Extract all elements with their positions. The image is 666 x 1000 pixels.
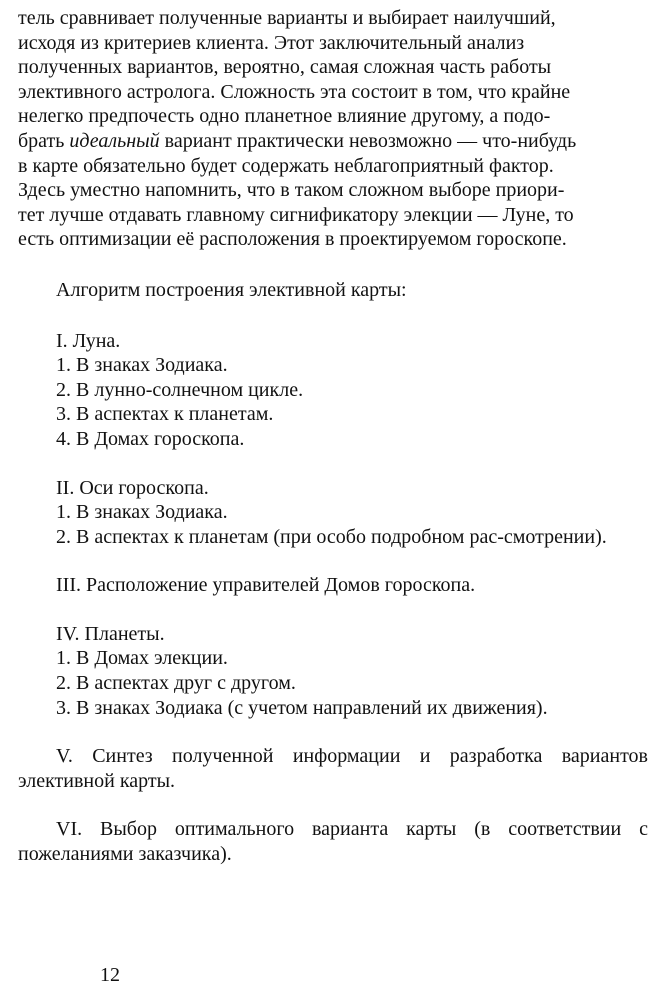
document-page	[18, 6, 648, 867]
page-number: 12	[100, 964, 120, 986]
intro-line-6	[18, 129, 648, 154]
section-4-item-2: 2. В аспектах друг с другом.	[56, 672, 296, 695]
intro-line-9: тет лучше отдавать главному сигнификатору элекции — Луне, то	[18, 203, 574, 226]
section-4-item-3: 3. В знаках Зодиака (с учетом направлений их движения).	[56, 696, 548, 719]
intro-line-7: в карте обязательно будет содержать неблагоприятный фактор.	[18, 154, 554, 177]
section-2-item-1: 1. В знаках Зодиака.	[56, 501, 228, 524]
intro-line-8: Здесь уместно напомнить, что в таком сложном выборе приори-	[18, 179, 565, 202]
section-4	[18, 622, 648, 720]
section-5-text: V. Синтез полученной информации и разработка вариантов элективной карты.	[18, 745, 648, 792]
section-6-text: VI. Выбор оптимального варианта карты (в соответствии с пожеланиями заказчика).	[18, 818, 648, 866]
section-1-item-3: 3. В аспектах к планетам.	[56, 403, 274, 426]
intro-line-10: есть оптимизации её расположения в проектируемом гороскопе.	[18, 228, 567, 251]
section-1	[18, 329, 648, 452]
algorithm-title: Алгоритм построения элективной карты:	[56, 278, 407, 301]
intro-line-5: нелегко предпочесть одно планетное влияние другому, а подо-	[18, 105, 551, 128]
section-2-item-2: 2. В аспектах к планетам (при особо подробном рас-смотрении).	[56, 525, 607, 548]
section-3-heading: III. Расположение управителей Домов гороскопа.	[56, 574, 476, 597]
intro-line-6-start: брать	[18, 129, 70, 152]
intro-paragraph	[18, 6, 648, 252]
intro-emphasis-word: идеальный	[69, 129, 160, 152]
section-1-item-2: 2. В лунно-солнечном цикле.	[56, 378, 304, 401]
section-4-heading: IV. Планеты.	[56, 622, 165, 645]
section-2-heading: II. Оси гороскопа.	[56, 476, 209, 499]
intro-line-4: элективного астролога. Сложность эта состоит в том, что крайне	[18, 80, 571, 103]
section-2	[18, 476, 648, 550]
section-4-item-1: 1. В Домах элекции.	[56, 647, 228, 670]
section-1-item-1: 1. В знаках Зодиака.	[56, 354, 228, 377]
intro-line-1: тель сравнивает полученные варианты и выбирает наилучший,	[18, 7, 556, 29]
intro-line-3: полученных вариантов, вероятно, самая сложная часть работы	[18, 56, 552, 79]
section-1-item-4: 4. В Домах гороскопа.	[56, 427, 245, 450]
intro-line-6-end: вариант практически невозможно — что-нибудь	[159, 129, 577, 152]
intro-line-2: исходя из критериев клиента. Этот заключительный анализ	[18, 31, 525, 54]
section-1-heading: I. Луна.	[56, 329, 121, 352]
